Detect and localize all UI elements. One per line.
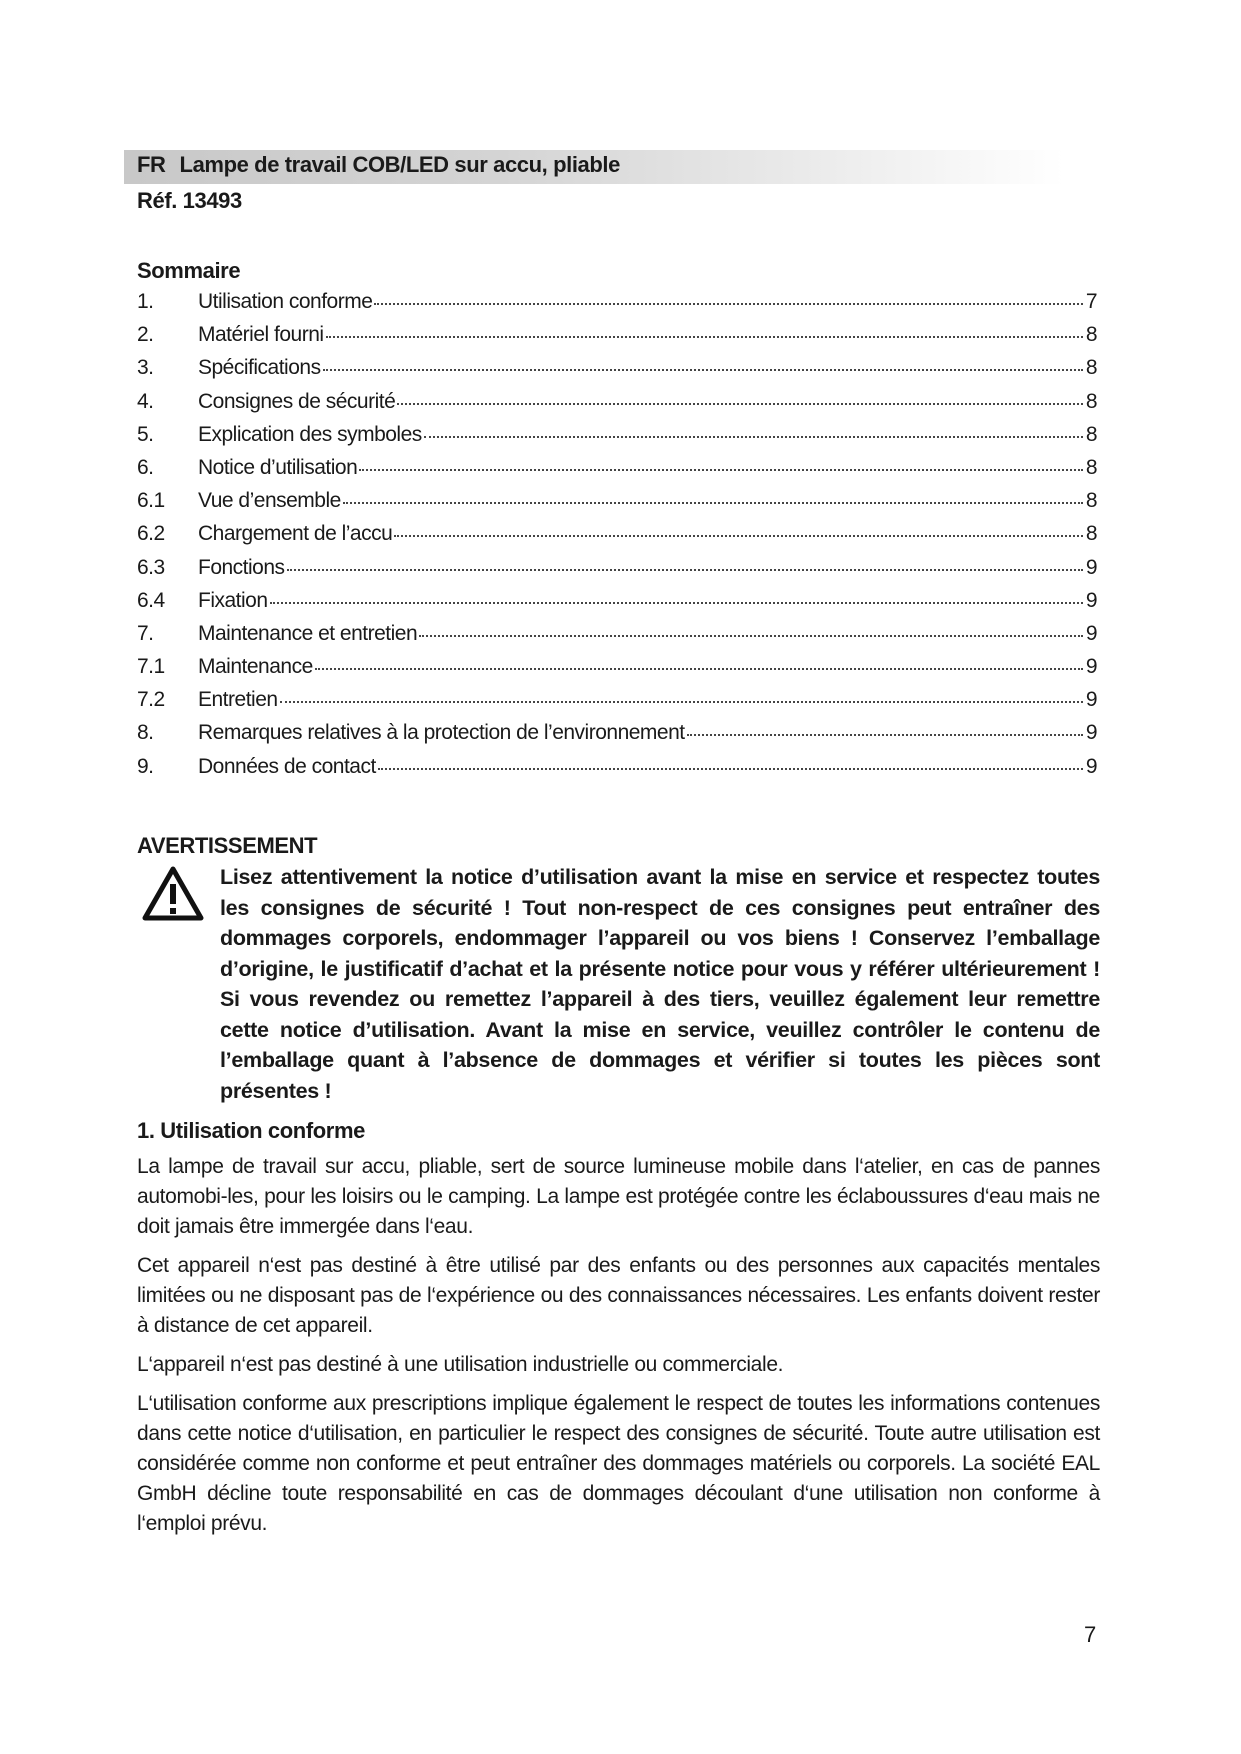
- toc-title: Matériel fourni: [198, 323, 324, 347]
- toc-item: [137, 356, 1097, 389]
- warning-triangle-icon: [142, 866, 204, 922]
- toc-item: [137, 589, 1097, 622]
- toc-leader: [287, 568, 1083, 571]
- toc-item: [137, 622, 1097, 655]
- toc-title: Fixation: [198, 588, 268, 612]
- toc-leader: [270, 601, 1083, 604]
- paragraph: La lampe de travail sur accu, pliable, sert de source lumineuse mobile dans l‘atelier, en cas de pannes automobi-les, pour les loisirs ou le camping. La lampe est protégée contre les éclaboussures d‘eau mais ne doit jamais être immergée dans l‘eau.: [137, 1155, 1100, 1238]
- toc-number: 9.: [137, 754, 154, 778]
- toc-item: [137, 290, 1097, 323]
- toc-leader: [397, 402, 1083, 405]
- reference-number: Réf. 13493: [137, 188, 242, 213]
- warning-heading: AVERTISSEMENT: [137, 833, 318, 858]
- language-code: FR: [137, 152, 166, 177]
- toc-leader: [424, 435, 1083, 438]
- toc-number: 4.: [137, 389, 154, 413]
- toc-title: Utilisation conforme: [198, 290, 373, 313]
- toc-title: Chargement de l’accu: [198, 522, 393, 546]
- warning-text: Lisez attentivement la notice d’utilisation avant la mise en service et respectez toutes les consignes de sécurité ! Tout non-respect de ces consignes peut entraîner des dommages corporels, endommager l’appareil ou vos biens ! Conservez l’emballage d’origine, le justificatif d’achat et la présente notice pour vous y référer ultérieurement ! Si vous revendez ou remettez l’appareil à des tiers, veuillez également leur remettre cette notice d’utilisation. Avant la mise en service, veuillez contrôler le contenu de l’emballage quant à l’absence de dommages et vérifier si toutes les pièces sont présentes !: [220, 865, 1100, 1103]
- toc-leader: [359, 468, 1083, 471]
- toc-title: Remarques relatives à la protection de l’environnement: [198, 721, 685, 745]
- toc-leader: [374, 302, 1083, 305]
- toc-leader: [323, 368, 1083, 371]
- toc-number: 8.: [137, 721, 154, 745]
- toc-title: Consignes de sécurité: [198, 389, 396, 413]
- toc-item: [137, 556, 1097, 589]
- toc-page: 9: [1085, 588, 1097, 612]
- toc-item: [137, 323, 1097, 356]
- toc-item: [137, 721, 1097, 754]
- toc-page: 8: [1085, 356, 1097, 380]
- paragraph: L‘appareil n‘est pas destiné à une utilisation industrielle ou commerciale.: [137, 1353, 784, 1376]
- toc-title: Explication des symboles: [198, 422, 422, 446]
- toc-number: 6.4: [137, 588, 165, 612]
- document-title: [137, 152, 620, 178]
- toc-title: Fonctions: [198, 555, 285, 579]
- toc-item: [137, 522, 1097, 555]
- toc-title: Maintenance: [198, 655, 313, 679]
- toc-title: Données de contact: [198, 754, 376, 778]
- table-of-contents: [137, 290, 1097, 788]
- toc-item: [137, 423, 1097, 456]
- toc-page: 8: [1085, 323, 1097, 347]
- toc-leader: [280, 700, 1083, 703]
- paragraph: Cet appareil n‘est pas destiné à être utilisé par des enfants ou des personnes aux capacités mentales limitées ou ne disposant pas de l‘expérience ou des connaissances nécessaires. Les enfants doivent rester à distance de cet appareil.: [137, 1254, 1100, 1337]
- toc-leader: [326, 335, 1083, 338]
- toc-item: [137, 655, 1097, 688]
- toc-number: 5.: [137, 422, 154, 446]
- section-body: [137, 1152, 1100, 1548]
- title-text: Lampe de travail COB/LED sur accu, pliable: [179, 152, 620, 177]
- toc-leader: [687, 733, 1083, 736]
- toc-item: [137, 755, 1097, 788]
- toc-number: 6.3: [137, 555, 165, 579]
- toc-title: Entretien: [198, 688, 278, 712]
- toc-page: 9: [1085, 754, 1097, 778]
- toc-number: 1.: [137, 290, 154, 313]
- toc-page: 9: [1085, 688, 1097, 712]
- toc-number: 7.1: [137, 655, 165, 679]
- toc-item: [137, 456, 1097, 489]
- page-number: 7: [1084, 1622, 1097, 1647]
- toc-title: Vue d’ensemble: [198, 489, 341, 513]
- toc-number: 3.: [137, 356, 154, 380]
- toc-page: 9: [1085, 621, 1097, 645]
- paragraph: L‘utilisation conforme aux prescriptions implique également le respect de toutes les informations contenues dans cette notice d‘utilisation, en particulier le respect des consignes de sécurité. Toute autre utilisation est considérée comme non conforme et peut entraîner des dommages matériels ou corporels. La société EAL GmbH décline toute responsabilité en cas de dommages découlant d‘une utilisation non conforme à l‘emploi prévu.: [137, 1392, 1100, 1535]
- toc-number: 7.2: [137, 688, 165, 712]
- toc-leader: [378, 767, 1083, 770]
- toc-number: 7.: [137, 621, 154, 645]
- toc-page: 8: [1085, 389, 1097, 413]
- toc-number: 6.1: [137, 489, 165, 513]
- toc-title: Maintenance et entretien: [198, 621, 418, 645]
- toc-page: 9: [1085, 555, 1097, 579]
- toc-leader: [394, 534, 1083, 537]
- toc-page: 8: [1085, 522, 1097, 546]
- toc-page: 8: [1085, 455, 1097, 479]
- toc-page: 8: [1085, 489, 1097, 513]
- toc-title: Notice d’utilisation: [198, 455, 358, 479]
- toc-number: 6.2: [137, 522, 165, 546]
- toc-page: 9: [1085, 721, 1097, 745]
- toc-leader: [343, 501, 1083, 504]
- toc-item: [137, 390, 1097, 423]
- toc-title: Spécifications: [198, 356, 321, 380]
- toc-leader: [315, 667, 1083, 670]
- toc-number: 6.: [137, 455, 154, 479]
- toc-item: [137, 489, 1097, 522]
- toc-leader: [419, 634, 1083, 637]
- toc-heading: Sommaire: [137, 258, 241, 283]
- section-title: 1. Utilisation conforme: [137, 1118, 365, 1143]
- toc-page: 8: [1085, 422, 1097, 446]
- toc-page: 9: [1085, 655, 1097, 679]
- toc-item: [137, 688, 1097, 721]
- toc-number: 2.: [137, 323, 154, 347]
- toc-page: 7: [1085, 290, 1097, 313]
